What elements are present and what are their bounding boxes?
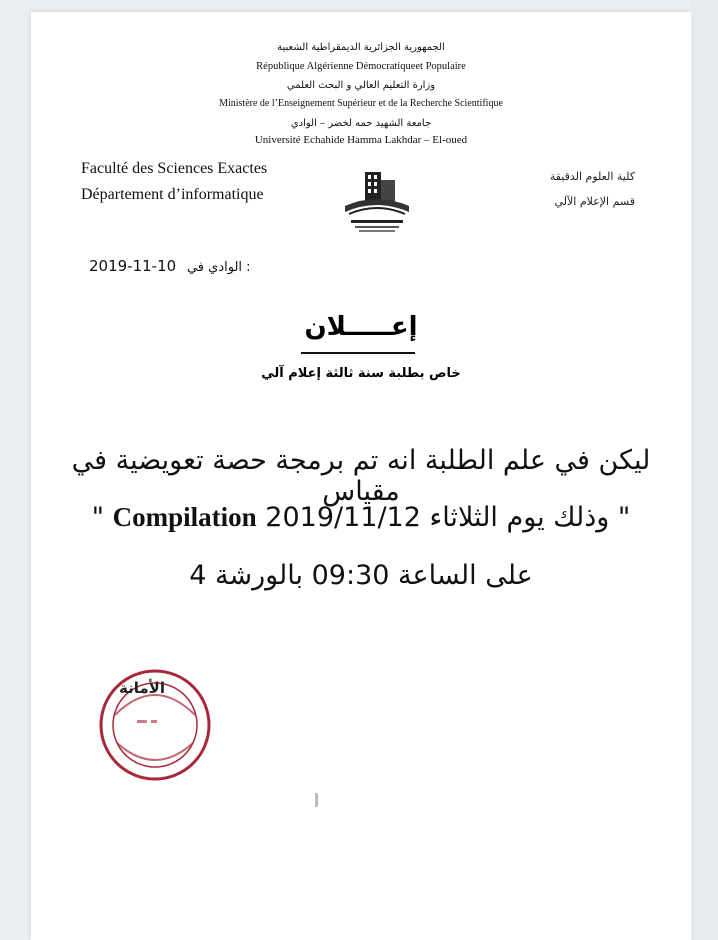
announcement-line-1: ليكن في علم الطلبة انه تم برمجة حصة تعويضية في مقياس <box>71 445 651 507</box>
title-underline <box>301 352 415 354</box>
signature-label: الأمانة <box>119 679 165 697</box>
announcement-line-2 <box>31 502 691 533</box>
announcement-subtitle: خاص بطلبة سنة ثالثة إعلام آلي <box>261 366 461 381</box>
document-page <box>31 12 691 940</box>
date-line <box>89 257 251 275</box>
university-logo-icon <box>341 166 413 236</box>
module-name: Compilation <box>112 502 257 532</box>
faculty-arabic: كلية العلوم الدقيقة <box>549 170 635 183</box>
right-margin-strip <box>691 0 718 940</box>
department-french: Département d’informatique <box>81 186 264 203</box>
university-arabic: جامعة الشهيد حمه لخضر – الوادي <box>290 118 432 129</box>
announcement-line-3: على الساعة 09:30 بالورشة 4 <box>189 560 533 591</box>
faculty-french: Faculté des Sciences Exactes <box>81 160 268 177</box>
ministry-arabic: وزارة التعليم العالي و البحث العلمي <box>286 80 436 91</box>
date-label: الوادي في : <box>186 260 251 275</box>
university-french: Université Echahide Hamma Lakhdar – El-oued <box>254 134 468 146</box>
announcement-title: إعـــــلان <box>304 312 418 342</box>
line2-rest: " وذلك يوم الثلاثاء 2019/11/12 <box>265 502 631 533</box>
republic-arabic: الجمهورية الجزائرية الديمقراطية الشعبية <box>277 42 445 53</box>
line2-quote-open: " <box>91 502 105 533</box>
date-value: 2019-11-10 <box>89 257 177 275</box>
department-arabic: قسم الإعلام الآلي <box>554 195 635 208</box>
ministry-french: Ministère de l’Enseignement Supérieur et de la Recherche Scientifique <box>219 98 503 109</box>
republic-french: République Algérienne Démocratiqueet Populaire <box>256 61 466 72</box>
signature-mark <box>315 793 318 807</box>
